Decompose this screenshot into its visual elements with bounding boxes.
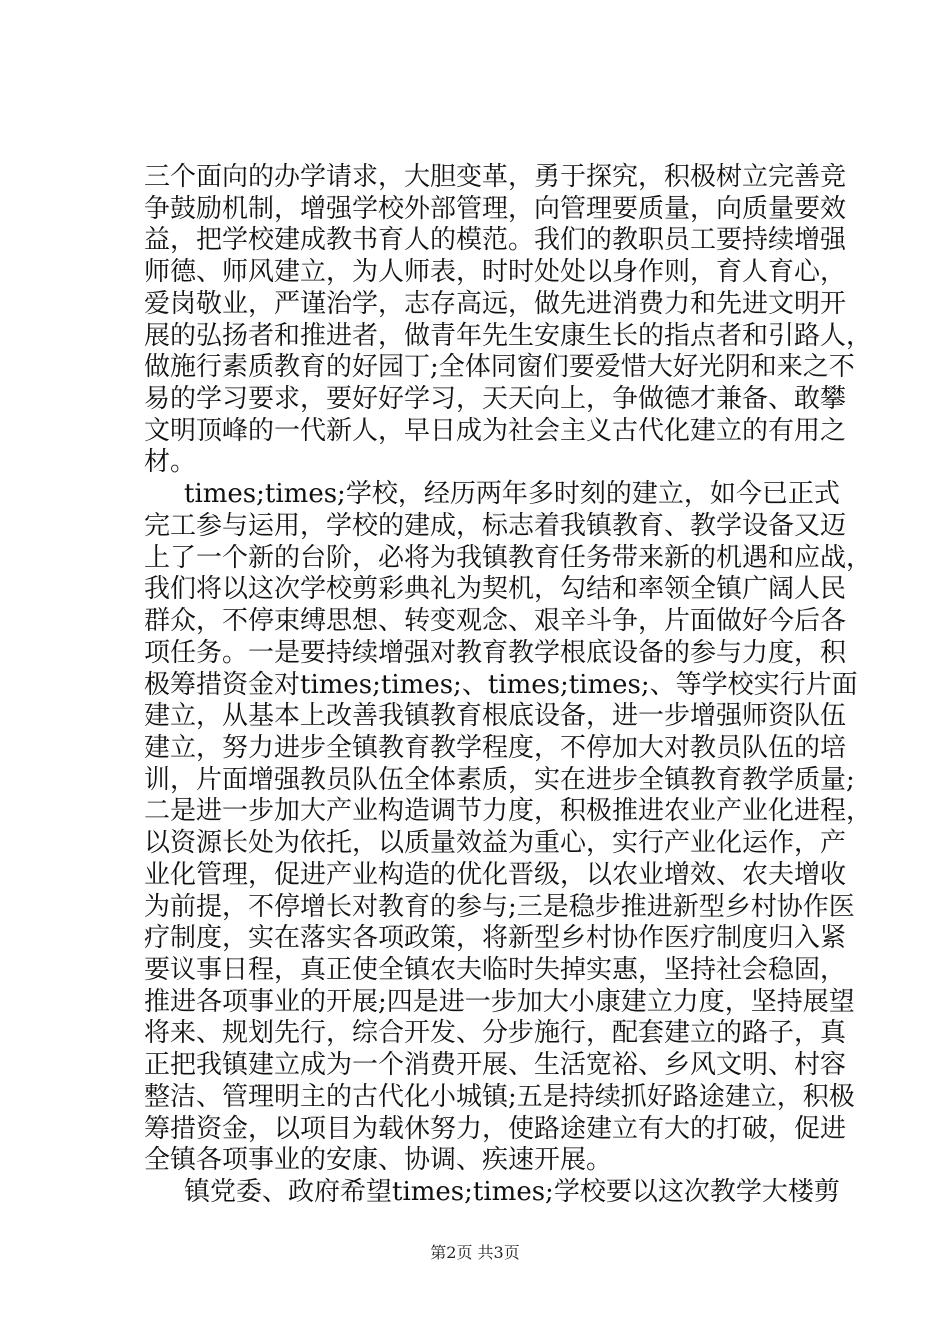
text-line: 为前提，不停增长对教育的参与;三是稳步推进新型乡村协作医 <box>144 892 855 922</box>
text-line: 爱岗敬业，严谨治学，志存高远，做先进消费力和先进文明开 <box>144 289 847 319</box>
text-line: 极筹措资金对times;times;、times;times;、等学校实行片面 <box>144 670 858 700</box>
text-line: 群众，不停束缚思想、转变观念、艰辛斗争，片面做好今后各 <box>144 606 847 636</box>
text-line: 筹措资金，以项目为载休努力，使路途建立有大的打破，促进 <box>144 1114 847 1144</box>
page-number-footer: 第2页 共3页 <box>430 1243 520 1262</box>
text-line: 争鼓励机制，增强学校外部管理，向管理要质量，向质量要效 <box>144 194 847 224</box>
text-line: 益，把学校建成教书育人的模范。我们的教职员工要持续增强 <box>144 225 847 255</box>
text-line: 整洁、管理明主的古代化小城镇;五是持续抓好路途建立，积极 <box>144 1082 855 1112</box>
text-line: 展的弘扬者和推进者，做青年先生安康生长的指点者和引路人， <box>144 321 873 351</box>
text-line: 易的学习要求，要好好学习，天天向上，争做德才兼备、敢攀 <box>144 384 847 414</box>
text-line: 推进各项事业的开展;四是进一步加大小康建立力度，坚持展望 <box>144 987 855 1017</box>
text-line: 材。 <box>144 447 197 477</box>
text-line: 我们将以这次学校剪彩典礼为契机，勾结和率领全镇广阔人民 <box>144 574 847 604</box>
text-line: 业化管理，促进产业构造的优化晋级，以农业增效、农夫增收 <box>144 860 847 890</box>
text-line: 训，片面增强教员队伍全体素质，实在进步全镇教育教学质量; <box>144 765 855 795</box>
text-line: 项任务。一是要持续增强对教育教学根底设备的参与力度，积 <box>144 638 847 668</box>
paragraph-first-line: times;times;学校，经历两年多时刻的建立，如今已正式 <box>184 479 840 509</box>
text-line: 全镇各项事业的安康、协调、疾速开展。 <box>144 1145 613 1175</box>
text-line: 文明顶峰的一代新人，早日成为社会主义古代化建立的有用之 <box>144 416 847 446</box>
paragraph-first-line: 镇党委、政府希望times;times;学校要以这次教学大楼剪 <box>184 1177 840 1207</box>
text-line: 将来、规划先行，综合开发、分步施行，配套建立的路子，真 <box>144 1018 847 1048</box>
text-line: 二是进一步加大产业构造调节力度，积极推进农业产业化进程， <box>144 796 873 826</box>
text-line: 疗制度，实在落实各项政策，将新型乡村协作医疗制度归入紧 <box>144 923 847 953</box>
text-line: 正把我镇建立成为一个消费开展、生活宽裕、乡风文明、村容 <box>144 1050 847 1080</box>
text-line: 三个面向的办学请求，大胆变革，勇于探究，积极树立完善竞 <box>144 162 847 192</box>
text-line: 做施行素质教育的好园丁;全体同窗们要爱惜大好光阴和来之不 <box>144 352 855 382</box>
text-line: 建立，从基本上改善我镇教育根底设备，进一步增强师资队伍 <box>144 701 847 731</box>
text-line: 建立，努力进步全镇教育教学程度，不停加大对教员队伍的培 <box>144 733 847 763</box>
text-line: 要议事日程，真正使全镇农夫临时失掉实惠，坚持社会稳固， <box>144 955 847 985</box>
text-line: 以资源长处为依托，以质量效益为重心，实行产业化运作，产 <box>144 828 847 858</box>
text-line: 完工参与运用，学校的建成，标志着我镇教育、教学设备又迈 <box>144 511 847 541</box>
text-line: 上了一个新的台阶，必将为我镇教育任务带来新的机遇和应战， <box>144 543 873 573</box>
text-line: 师德、师风建立，为人师表，时时处处以身作则，育人育心， <box>144 257 847 287</box>
